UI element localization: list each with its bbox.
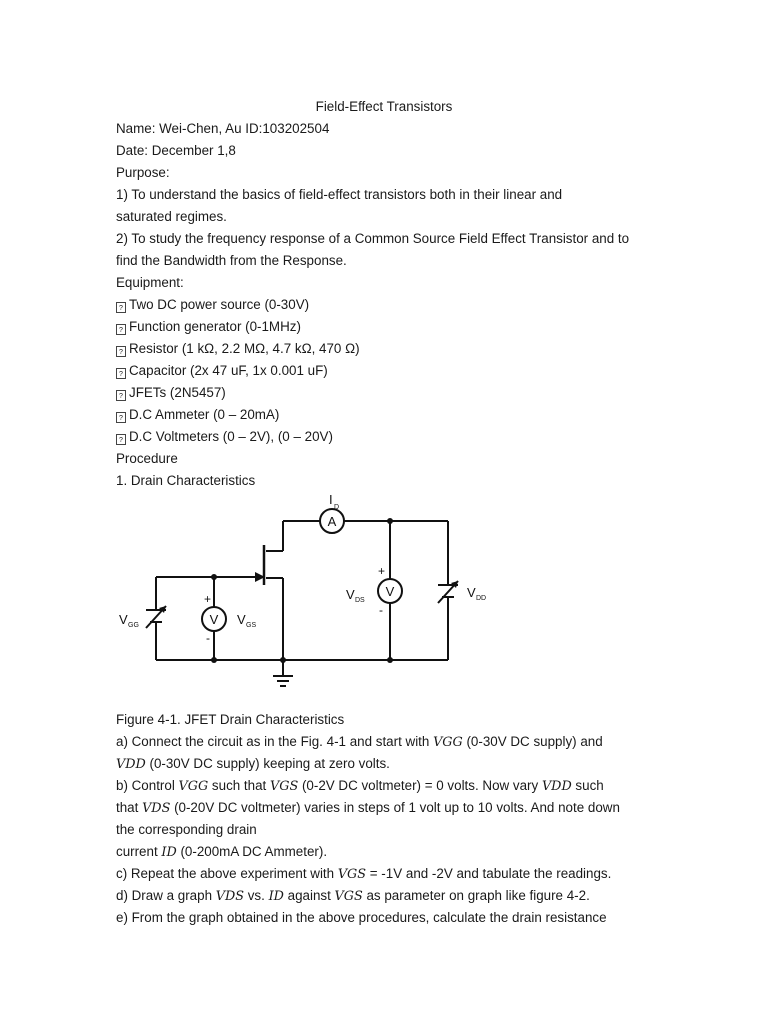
- section-heading: 1. Drain Characteristics: [116, 473, 256, 488]
- ground-icon: [273, 676, 293, 686]
- step-e-line: e) From the graph obtained in the above procedures, calculate the drain resistance: [116, 910, 607, 925]
- equipment-item: ? Capacitor (2x 47 uF, 1x 0.001 uF): [116, 362, 328, 380]
- vds-label: V: [346, 587, 355, 602]
- equipment-item: ? D.C Voltmeters (0 – 2V), (0 – 20V): [116, 428, 333, 446]
- procedure-label: Procedure: [116, 451, 178, 466]
- vgs-label: V: [237, 612, 246, 627]
- vgg-subscript: GG: [128, 622, 139, 629]
- step-a-line-1: a) Connect the circuit as in the Fig. 4-1 and start with VGG (0-30V DC supply) and: [116, 734, 603, 750]
- vgs-meter-label: V: [209, 612, 219, 627]
- vgs-subscript: GS: [246, 622, 257, 629]
- vds-plus: +: [378, 564, 386, 578]
- equipment-item: ? JFETs (2N5457): [116, 384, 226, 402]
- missing-glyph-icon: ?: [116, 368, 126, 379]
- purpose-line: 1) To understand the basics of field-effect transistors both in their linear and: [116, 187, 563, 202]
- vds-meter-label: V: [385, 584, 395, 599]
- step-b-line-4: current ID (0-200mA DC Ammeter).: [116, 844, 328, 860]
- purpose-line: saturated regimes.: [116, 209, 227, 224]
- equipment-item: ? Function generator (0-1MHz): [116, 318, 301, 336]
- vds-subscript: DS: [355, 597, 365, 604]
- circuit-wires: [156, 521, 448, 676]
- step-c-line: c) Repeat the above experiment with VGS = -1V and -2V and tabulate the readings.: [116, 866, 612, 882]
- missing-glyph-icon: ?: [116, 412, 126, 423]
- missing-glyph-icon: ?: [116, 434, 126, 445]
- equipment-item: ? D.C Ammeter (0 – 20mA): [116, 406, 279, 424]
- equipment-label: Equipment:: [116, 275, 184, 290]
- equipment-item: ? Two DC power source (0-30V): [116, 296, 309, 314]
- missing-glyph-icon: ?: [116, 346, 126, 357]
- purpose-line: 2) To study the frequency response of a Common Source Field Effect Transistor and to: [116, 231, 630, 246]
- equipment-item: ? Resistor (1 kΩ, 2.2 MΩ, 4.7 kΩ, 470 Ω): [116, 340, 360, 358]
- step-b-line-3: the corresponding drain: [116, 822, 257, 837]
- vdd-subscript: DD: [476, 595, 487, 602]
- date-line: Date: December 1,8: [116, 143, 236, 158]
- vgs-minus: -: [206, 631, 210, 645]
- vgs-plus: +: [204, 592, 212, 606]
- purpose-label: Purpose:: [116, 165, 170, 180]
- step-b-line-2: that VDS (0-20V DC voltmeter) varies in steps of 1 volt up to 10 volts. And note down: [116, 800, 620, 816]
- ammeter-label: A: [327, 514, 337, 529]
- figure-caption: Figure 4-1. JFET Drain Characteristics: [116, 712, 345, 727]
- vds-minus: -: [379, 603, 383, 617]
- missing-glyph-icon: ?: [116, 302, 126, 313]
- missing-glyph-icon: ?: [116, 324, 126, 335]
- circuit-nodes: [211, 518, 393, 663]
- name-line: Name: Wei-Chen, Au ID:103202504: [116, 121, 330, 136]
- missing-glyph-icon: ?: [116, 390, 126, 401]
- vgg-label: V: [119, 612, 128, 627]
- id-subscript: D: [334, 504, 340, 511]
- id-label: I: [329, 492, 333, 507]
- document-title: Field-Effect Transistors: [315, 99, 453, 114]
- step-a-line-2: VDD (0-30V DC supply) keeping at zero volts.: [116, 756, 390, 772]
- step-b-line-1: b) Control VGG such that VGS (0-2V DC voltmeter) = 0 volts. Now vary VDD such: [116, 778, 604, 794]
- vdd-label: V: [467, 585, 476, 600]
- step-d-line: d) Draw a graph VDS vs. ID against VGS as parameter on graph like figure 4-2.: [116, 888, 590, 904]
- purpose-line: find the Bandwidth from the Response.: [116, 253, 347, 268]
